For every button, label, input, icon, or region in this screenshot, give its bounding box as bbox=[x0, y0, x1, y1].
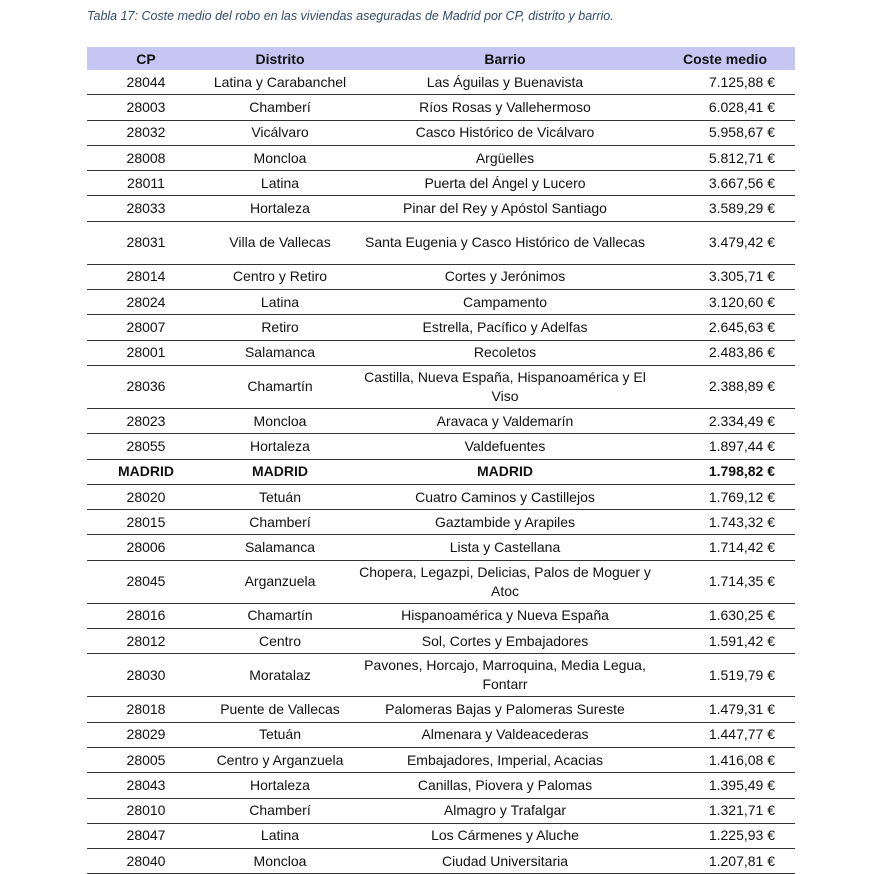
cell-coste: 3.667,56 € bbox=[655, 171, 795, 196]
cell-cp: 28036 bbox=[87, 365, 205, 408]
cell-distrito: Puente de Vallecas bbox=[205, 697, 355, 722]
cell-cp: 28008 bbox=[87, 145, 205, 170]
cell-barrio: MADRID bbox=[355, 459, 655, 484]
cell-barrio: Las Águilas y Buenavista bbox=[355, 70, 655, 95]
table-row bbox=[87, 95, 795, 120]
cell-cp: 28040 bbox=[87, 849, 205, 874]
cell-coste: 3.305,71 € bbox=[655, 264, 795, 289]
cell-coste: 3.120,60 € bbox=[655, 290, 795, 315]
table-row bbox=[87, 340, 795, 365]
cell-distrito: Chamartín bbox=[205, 603, 355, 628]
cell-distrito: Moratalaz bbox=[205, 654, 355, 697]
table-row bbox=[87, 823, 795, 848]
cell-barrio: Almagro y Trafalgar bbox=[355, 798, 655, 823]
cell-barrio: Aravaca y Valdemarín bbox=[355, 408, 655, 433]
cell-cp: 28031 bbox=[87, 221, 205, 264]
cell-cp: 28032 bbox=[87, 120, 205, 145]
cell-cp: 28023 bbox=[87, 408, 205, 433]
cell-barrio: Sol, Cortes y Embajadores bbox=[355, 629, 655, 654]
cell-barrio: Argüelles bbox=[355, 145, 655, 170]
table-row bbox=[87, 535, 795, 560]
header-distrito: Distrito bbox=[205, 47, 355, 70]
cell-cp: 28047 bbox=[87, 823, 205, 848]
cell-coste: 1.321,71 € bbox=[655, 798, 795, 823]
table-row bbox=[87, 510, 795, 535]
cell-distrito: Chamberí bbox=[205, 95, 355, 120]
cell-distrito: Moncloa bbox=[205, 145, 355, 170]
cell-barrio: Puerta del Ángel y Lucero bbox=[355, 171, 655, 196]
table-row bbox=[87, 798, 795, 823]
cell-cp: 28018 bbox=[87, 697, 205, 722]
cell-cp: 28016 bbox=[87, 603, 205, 628]
cell-distrito: Retiro bbox=[205, 315, 355, 340]
cell-coste: 2.388,89 € bbox=[655, 365, 795, 408]
cell-coste: 1.519,79 € bbox=[655, 654, 795, 697]
cell-coste: 1.479,31 € bbox=[655, 697, 795, 722]
cell-barrio: Almenara y Valdeacederas bbox=[355, 722, 655, 747]
cell-cp: 28010 bbox=[87, 798, 205, 823]
cell-coste: 3.589,29 € bbox=[655, 196, 795, 221]
header-barrio: Barrio bbox=[355, 47, 655, 70]
table-row bbox=[87, 560, 795, 603]
cell-distrito: Chamartín bbox=[205, 365, 355, 408]
cell-coste: 5.958,67 € bbox=[655, 120, 795, 145]
cell-cp: 28044 bbox=[87, 70, 205, 95]
table-row bbox=[87, 365, 795, 408]
cell-barrio: Gaztambide y Arapiles bbox=[355, 510, 655, 535]
table-row bbox=[87, 629, 795, 654]
cell-distrito: Tetuán bbox=[205, 722, 355, 747]
cell-coste: 7.125,88 € bbox=[655, 70, 795, 95]
cell-distrito: Vicálvaro bbox=[205, 120, 355, 145]
cell-cp: 28055 bbox=[87, 434, 205, 459]
table-row bbox=[87, 70, 795, 95]
table-row bbox=[87, 290, 795, 315]
cell-cp: 28029 bbox=[87, 722, 205, 747]
cell-barrio: Valdefuentes bbox=[355, 434, 655, 459]
cell-distrito: Moncloa bbox=[205, 408, 355, 433]
cell-distrito: Salamanca bbox=[205, 535, 355, 560]
cell-distrito: MADRID bbox=[205, 459, 355, 484]
cell-coste: 1.591,42 € bbox=[655, 629, 795, 654]
cell-distrito: Villa de Vallecas bbox=[205, 221, 355, 264]
cell-cp: 28030 bbox=[87, 654, 205, 697]
table-header bbox=[87, 47, 795, 70]
cell-barrio: Pinar del Rey y Apóstol Santiago bbox=[355, 196, 655, 221]
table-row bbox=[87, 120, 795, 145]
cell-coste: 6.028,41 € bbox=[655, 95, 795, 120]
table-row bbox=[87, 264, 795, 289]
table-row bbox=[87, 408, 795, 433]
cell-barrio: Cuatro Caminos y Castillejos bbox=[355, 484, 655, 509]
cell-coste: 5.812,71 € bbox=[655, 145, 795, 170]
cell-cp: 28033 bbox=[87, 196, 205, 221]
cell-coste: 1.743,32 € bbox=[655, 510, 795, 535]
cell-coste: 1.225,93 € bbox=[655, 823, 795, 848]
cell-coste: 3.479,42 € bbox=[655, 221, 795, 264]
cell-barrio: Castilla, Nueva España, Hispanoamérica y El Viso bbox=[355, 365, 655, 408]
cell-barrio: Santa Eugenia y Casco Histórico de Vallecas bbox=[355, 221, 655, 264]
cell-coste: 1.714,42 € bbox=[655, 535, 795, 560]
cell-barrio: Campamento bbox=[355, 290, 655, 315]
table-row bbox=[87, 484, 795, 509]
table-row-total bbox=[87, 459, 795, 484]
table-row bbox=[87, 171, 795, 196]
table-row bbox=[87, 603, 795, 628]
cell-cp: 28006 bbox=[87, 535, 205, 560]
cell-barrio: Casco Histórico de Vicálvaro bbox=[355, 120, 655, 145]
cell-distrito: Tetuán bbox=[205, 484, 355, 509]
cell-coste: 1.207,81 € bbox=[655, 849, 795, 874]
cell-distrito: Hortaleza bbox=[205, 196, 355, 221]
cell-barrio: Estrella, Pacífico y Adelfas bbox=[355, 315, 655, 340]
cell-barrio: Chopera, Legazpi, Delicias, Palos de Moguer y Atoc bbox=[355, 560, 655, 603]
cell-distrito: Latina bbox=[205, 171, 355, 196]
cell-coste: 1.416,08 € bbox=[655, 747, 795, 772]
cell-barrio: Ciudad Universitaria bbox=[355, 849, 655, 874]
cell-cp: MADRID bbox=[87, 459, 205, 484]
cell-coste: 2.645,63 € bbox=[655, 315, 795, 340]
cell-cp: 28001 bbox=[87, 340, 205, 365]
cell-distrito: Arganzuela bbox=[205, 560, 355, 603]
cell-coste: 2.483,86 € bbox=[655, 340, 795, 365]
cell-distrito: Moncloa bbox=[205, 849, 355, 874]
cell-cp: 28015 bbox=[87, 510, 205, 535]
cell-coste: 2.334,49 € bbox=[655, 408, 795, 433]
cell-distrito: Centro y Retiro bbox=[205, 264, 355, 289]
cell-coste: 1.630,25 € bbox=[655, 603, 795, 628]
table-row bbox=[87, 747, 795, 772]
table-row bbox=[87, 221, 795, 264]
cell-cp: 28014 bbox=[87, 264, 205, 289]
cell-cp: 28003 bbox=[87, 95, 205, 120]
cell-barrio: Lista y Castellana bbox=[355, 535, 655, 560]
cell-barrio: Embajadores, Imperial, Acacias bbox=[355, 747, 655, 772]
header-coste: Coste medio bbox=[655, 47, 795, 70]
cell-barrio: Cortes y Jerónimos bbox=[355, 264, 655, 289]
cell-barrio: Los Cármenes y Aluche bbox=[355, 823, 655, 848]
cell-barrio: Pavones, Horcajo, Marroquina, Media Legua, Fontarr bbox=[355, 654, 655, 697]
cost-table bbox=[87, 47, 795, 874]
cell-cp: 28011 bbox=[87, 171, 205, 196]
cell-cp: 28005 bbox=[87, 747, 205, 772]
cell-distrito: Chamberí bbox=[205, 798, 355, 823]
cell-coste: 1.395,49 € bbox=[655, 773, 795, 798]
table-row bbox=[87, 697, 795, 722]
cell-barrio: Palomeras Bajas y Palomeras Sureste bbox=[355, 697, 655, 722]
cell-coste: 1.769,12 € bbox=[655, 484, 795, 509]
table-row bbox=[87, 722, 795, 747]
table-row bbox=[87, 145, 795, 170]
table-row bbox=[87, 849, 795, 874]
cell-cp: 28043 bbox=[87, 773, 205, 798]
cell-cp: 28024 bbox=[87, 290, 205, 315]
cell-distrito: Salamanca bbox=[205, 340, 355, 365]
cell-cp: 28012 bbox=[87, 629, 205, 654]
cell-distrito: Hortaleza bbox=[205, 773, 355, 798]
cell-distrito: Centro y Arganzuela bbox=[205, 747, 355, 772]
table-row bbox=[87, 196, 795, 221]
table-row bbox=[87, 434, 795, 459]
cell-cp: 28020 bbox=[87, 484, 205, 509]
table-row bbox=[87, 315, 795, 340]
cell-barrio: Canillas, Piovera y Palomas bbox=[355, 773, 655, 798]
cell-distrito: Latina bbox=[205, 290, 355, 315]
cell-coste: 1.714,35 € bbox=[655, 560, 795, 603]
cell-barrio: Recoletos bbox=[355, 340, 655, 365]
cell-cp: 28007 bbox=[87, 315, 205, 340]
cell-barrio: Ríos Rosas y Vallehermoso bbox=[355, 95, 655, 120]
cell-coste: 1.798,82 € bbox=[655, 459, 795, 484]
cell-distrito: Centro bbox=[205, 629, 355, 654]
cell-distrito: Hortaleza bbox=[205, 434, 355, 459]
cell-barrio: Hispanoamérica y Nueva España bbox=[355, 603, 655, 628]
header-cp: CP bbox=[87, 47, 205, 70]
cell-coste: 1.447,77 € bbox=[655, 722, 795, 747]
cell-distrito: Latina y Carabanchel bbox=[205, 70, 355, 95]
cell-coste: 1.897,44 € bbox=[655, 434, 795, 459]
table-row bbox=[87, 773, 795, 798]
cell-cp: 28045 bbox=[87, 560, 205, 603]
table-row bbox=[87, 654, 795, 697]
table-caption: Tabla 17: Coste medio del robo en las viviendas aseguradas de Madrid por CP, distrito y barrio. bbox=[87, 9, 614, 23]
cell-distrito: Latina bbox=[205, 823, 355, 848]
cell-distrito: Chamberí bbox=[205, 510, 355, 535]
